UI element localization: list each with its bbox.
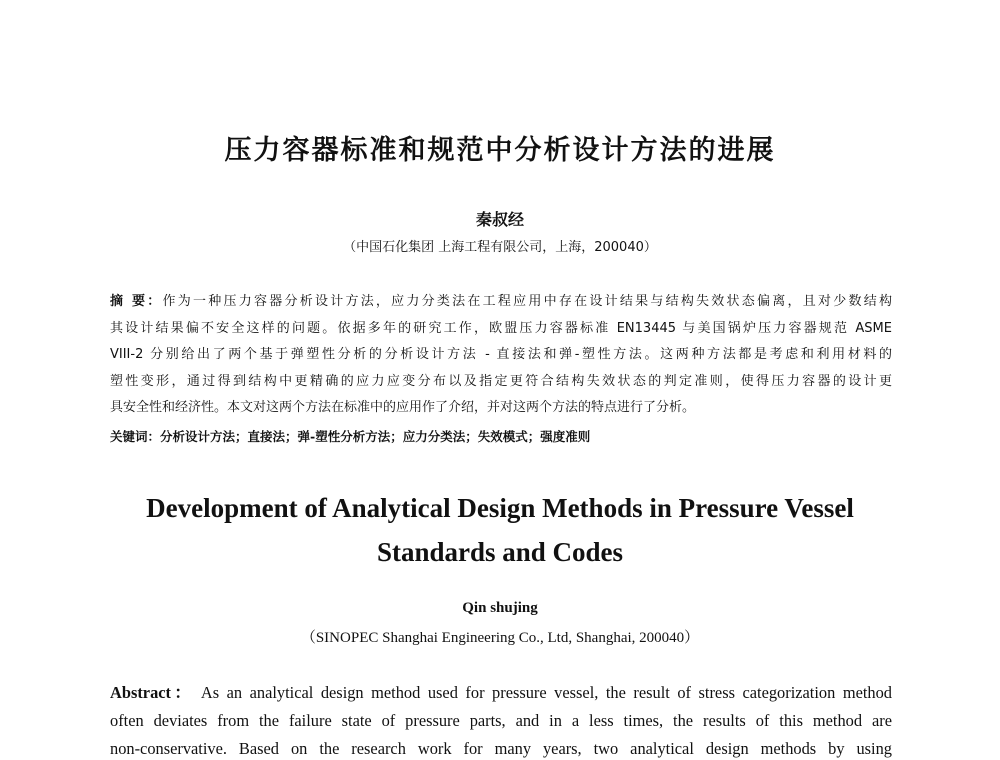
chinese-author: 秦叔经 (475, 210, 524, 229)
english-abstract-line (110, 679, 892, 707)
english-title-line: Standards and Codes (376, 537, 624, 567)
chinese-keywords-label: 关键词： (110, 429, 161, 444)
english-abstract-text: As an analytical design method used for pressure vessel, the result of stress categorization method (200, 683, 892, 702)
english-abstract-line: non-conservative. Based on the research work for many years, two analytical design methods by using (110, 739, 892, 758)
english-title (0, 486, 1000, 574)
chinese-abstract-line: 其设计结果偏不安全这样的问题。依据多年的研究工作，欧盟压力容器标准 EN13445 与美国锅炉压力容器规范 ASME (110, 320, 892, 336)
chinese-abstract-line: 塑性变形，通过得到结构中更精确的应力应变分布以及指定更符合结构失效状态的判定准则，使得压力容器的设计更 (110, 373, 892, 389)
chinese-abstract-line: 具安全性和经济性。本文对这两个方法在标准中的应用作了介绍，并对这两个方法的特点进行了分析。 (110, 400, 696, 415)
chinese-title: 压力容器标准和规范中分析设计方法的进展 (224, 135, 776, 166)
chinese-abstract-text: 作为一种压力容器分析设计方法，应力分类法在工程应用中存在设计结果与结构失效状态偏离，且对少数结构 (162, 294, 892, 309)
chinese-keywords (110, 427, 892, 445)
english-abstract-label: Abstract： (110, 683, 195, 702)
chinese-keywords-text: 分析设计方法；直接法；弹-塑性分析方法；应力分类法；失效模式；强度准则 (160, 429, 591, 444)
chinese-abstract (110, 289, 892, 422)
english-title-line: Development of Analytical Design Methods in Pressure Vessel (146, 493, 854, 523)
english-abstract (110, 679, 892, 760)
chinese-abstract-label: 摘 要： (110, 294, 163, 309)
english-author: Qin shujing (462, 600, 538, 616)
chinese-abstract-line (110, 289, 892, 316)
chinese-abstract-line: VIII-2 分别给出了两个基于弹塑性分析的分析设计方法 - 直接法和弹-塑性方法。这两种方法都是考虑和利用材料的 (110, 347, 892, 362)
english-affiliation: （SINOPEC Shanghai Engineering Co., Ltd, Shanghai, 200040） (300, 630, 700, 646)
english-abstract-line: often deviates from the failure state of pressure parts, and in a less times, the results of this method are (110, 711, 892, 730)
chinese-affiliation: （中国石化集团 上海工程有限公司，上海，200040） (343, 240, 657, 255)
